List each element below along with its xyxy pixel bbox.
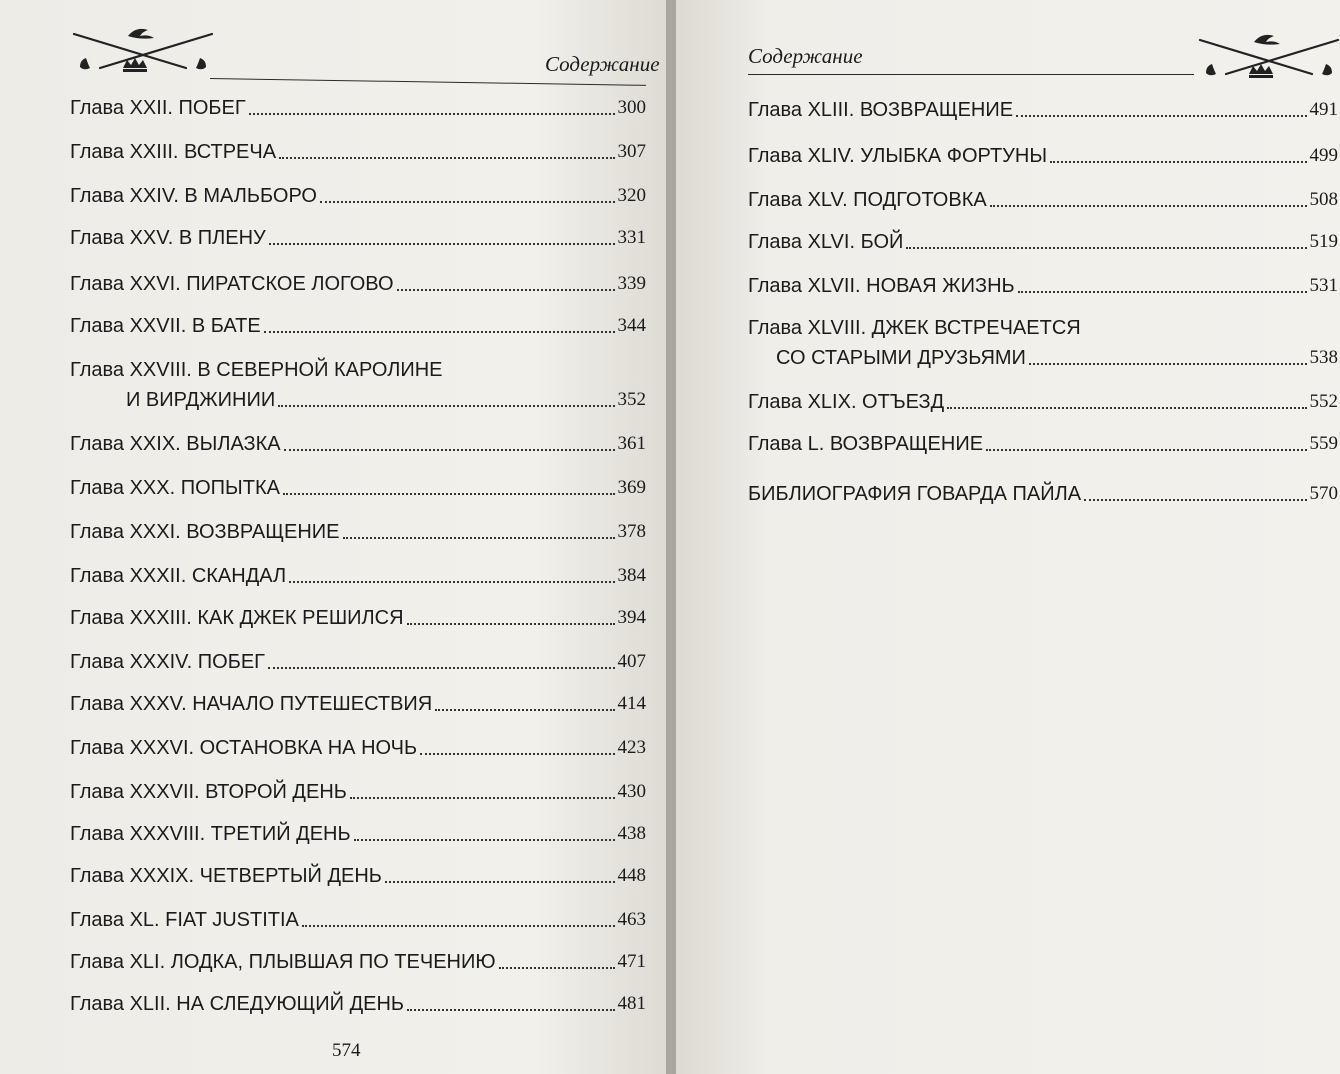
toc-entry-title: Глава XXVII. В БАТЕ xyxy=(70,315,261,337)
toc-leader-dots xyxy=(1029,363,1307,365)
toc-page-number: 438 xyxy=(617,823,646,844)
toc-page-number: 378 xyxy=(617,521,646,542)
toc-entry-title-continued: И ВИРДЖИНИИ xyxy=(126,389,276,411)
toc-entry-title: Глава XXXII. СКАНДАЛ xyxy=(70,565,287,587)
toc-entry-title: Глава XXV. В ПЛЕНУ xyxy=(70,227,266,249)
toc-entry xyxy=(126,388,646,412)
toc-entry xyxy=(70,864,646,888)
toc-entry-title: Глава XXXV. НАЧАЛО ПУТЕШЕСТВИЯ xyxy=(70,693,433,715)
toc-entry-title: Глава XXXI. ВОЗВРАЩЕНИЕ xyxy=(70,521,340,543)
toc-leader-dots xyxy=(385,881,615,883)
toc-leader-dots xyxy=(320,201,615,203)
toc-page-number: 531 xyxy=(1309,275,1338,296)
toc-leader-dots xyxy=(1050,161,1306,163)
toc-page-number: 361 xyxy=(617,433,646,454)
toc-entry xyxy=(776,346,1338,370)
toc-entry xyxy=(748,188,1338,212)
toc-page-number: 508 xyxy=(1309,189,1338,210)
toc-entry-title: Глава XXVI. ПИРАТСКОЕ ЛОГОВО xyxy=(70,273,394,295)
toc-page-number: 570 xyxy=(1309,483,1338,504)
toc-page-number: 369 xyxy=(617,477,646,498)
toc-entry xyxy=(70,184,646,208)
toc-entry xyxy=(748,390,1338,414)
toc-page-number: 481 xyxy=(617,993,646,1014)
toc-entry xyxy=(70,692,646,716)
toc-page-number: 352 xyxy=(617,389,646,410)
toc-entry xyxy=(70,950,646,974)
toc-leader-dots xyxy=(249,113,615,115)
toc-entry-title: Глава XLI. ЛОДКА, ПЛЫВШАЯ ПО ТЕЧЕНИЮ xyxy=(70,951,496,973)
toc-leader-dots xyxy=(1084,499,1306,501)
toc-entry xyxy=(748,482,1338,506)
toc-leader-dots xyxy=(986,449,1306,451)
toc-entry-title: Глава XLIX. ОТЪЕЗД xyxy=(748,391,945,413)
page-number: 574 xyxy=(332,1040,361,1061)
toc-leader-dots xyxy=(278,405,614,407)
toc-entry-title: Глава XXIII. ВСТРЕЧА xyxy=(70,141,277,163)
toc-entry xyxy=(70,314,646,338)
toc-page-number: 491 xyxy=(1309,99,1338,120)
toc-entry xyxy=(70,780,646,804)
toc-entry-title: Глава XXIV. В МАЛЬБОРО xyxy=(70,185,317,207)
toc-entry-title: Глава XLIII. ВОЗВРАЩЕНИЕ xyxy=(748,99,1014,121)
toc-leader-dots xyxy=(350,797,615,799)
toc-leader-dots xyxy=(269,243,615,245)
toc-page-number: 448 xyxy=(617,865,646,886)
toc-entry xyxy=(748,144,1338,168)
toc-page-number: 320 xyxy=(617,185,646,206)
toc-entry xyxy=(70,822,646,846)
toc-entry-title: Глава XLVII. НОВАЯ ЖИЗНЬ xyxy=(748,275,1015,297)
toc-entry-title: Глава XXX. ПОПЫТКА xyxy=(70,477,280,499)
table-of-contents-left xyxy=(70,0,646,1074)
toc-leader-dots xyxy=(499,967,615,969)
page-header: Содержание xyxy=(545,52,660,76)
toc-entry-title: Глава XXXVII. ВТОРОЙ ДЕНЬ xyxy=(70,781,347,803)
toc-entry-title: Глава XXXIV. ПОБЕГ xyxy=(70,651,265,673)
toc-entry xyxy=(70,520,646,544)
page-header: Содержание xyxy=(748,44,863,68)
toc-page-number: 344 xyxy=(617,315,646,336)
toc-leader-dots xyxy=(302,925,615,927)
toc-page-number: 499 xyxy=(1309,145,1338,166)
toc-page-number: 559 xyxy=(1309,433,1338,454)
toc-entry xyxy=(70,432,646,456)
toc-leader-dots xyxy=(435,709,614,711)
book-gutter xyxy=(666,0,676,1074)
toc-entry-title: Глава XLVI. БОЙ xyxy=(748,231,904,253)
toc-entry-title: Глава XXXIII. КАК ДЖЕК РЕШИЛСЯ xyxy=(70,607,404,629)
toc-entry xyxy=(70,992,646,1016)
toc-leader-dots xyxy=(279,157,614,159)
toc-leader-dots xyxy=(283,493,615,495)
toc-leader-dots xyxy=(420,753,614,755)
toc-entry-title: Глава XXVIII. В СЕВЕРНОЙ КАРОЛИНЕ xyxy=(70,359,443,381)
toc-entry xyxy=(748,432,1338,456)
toc-entry xyxy=(70,476,646,500)
toc-page-number: 471 xyxy=(617,951,646,972)
toc-leader-dots xyxy=(397,289,615,291)
toc-page-number: 394 xyxy=(617,607,646,628)
toc-leader-dots xyxy=(407,623,615,625)
toc-entry xyxy=(70,650,646,674)
toc-page-number: 414 xyxy=(617,693,646,714)
toc-leader-dots xyxy=(1016,115,1306,117)
toc-entry xyxy=(748,98,1338,122)
toc-leader-dots xyxy=(906,247,1306,249)
toc-leader-dots xyxy=(947,407,1306,409)
toc-page-number: 339 xyxy=(617,273,646,294)
table-of-contents-right xyxy=(748,0,1338,1074)
toc-page-number: 307 xyxy=(617,141,646,162)
toc-entry-title: Глава XLII. НА СЛЕДУЮЩИЙ ДЕНЬ xyxy=(70,993,405,1015)
toc-entry-title-continued: СО СТАРЫМИ ДРУЗЬЯМИ xyxy=(776,347,1026,369)
toc-entry-title: Глава XLVIII. ДЖЕК ВСТРЕЧАЕТСЯ xyxy=(748,317,1081,339)
toc-entry-title: Глава XXXVI. ОСТАНОВКА НА НОЧЬ xyxy=(70,737,418,759)
toc-entry xyxy=(70,226,646,250)
toc-entry xyxy=(70,606,646,630)
toc-page-number: 384 xyxy=(617,565,646,586)
toc-entry xyxy=(70,272,646,296)
right-page xyxy=(676,0,1340,1074)
toc-page-number: 331 xyxy=(617,227,646,248)
toc-page-number: 407 xyxy=(617,651,646,672)
toc-entry-title: Глава L. ВОЗВРАЩЕНИЕ xyxy=(748,433,984,455)
toc-page-number: 552 xyxy=(1309,391,1338,412)
toc-page-number: 423 xyxy=(617,737,646,758)
toc-leader-dots xyxy=(1018,291,1307,293)
toc-entry-title: Глава XXXVIII. ТРЕТИЙ ДЕНЬ xyxy=(70,823,351,845)
toc-entry-title: Глава XLV. ПОДГОТОВКА xyxy=(748,189,987,211)
toc-entry xyxy=(748,230,1338,254)
toc-entry-title: Глава XXII. ПОБЕГ xyxy=(70,97,246,119)
toc-leader-dots xyxy=(268,667,615,669)
toc-page-number: 463 xyxy=(617,909,646,930)
toc-leader-dots xyxy=(264,331,615,333)
toc-leader-dots xyxy=(354,839,615,841)
toc-entry xyxy=(748,274,1338,298)
toc-entry xyxy=(70,908,646,932)
toc-page-number: 430 xyxy=(617,781,646,802)
toc-entry-title: Глава XXIX. ВЫЛАЗКА xyxy=(70,433,281,455)
toc-entry-title: Глава XXXIX. ЧЕТВЕРТЫЙ ДЕНЬ xyxy=(70,865,382,887)
toc-entry xyxy=(70,564,646,588)
toc-leader-dots xyxy=(990,205,1307,207)
toc-page-number: 538 xyxy=(1309,347,1338,368)
toc-entry xyxy=(70,140,646,164)
toc-page-number: 300 xyxy=(617,97,646,118)
toc-entry xyxy=(70,96,646,120)
toc-entry-title: Глава XL. FIAT JUSTITIA xyxy=(70,909,299,931)
left-page xyxy=(0,0,666,1074)
toc-entry-title: Глава XLIV. УЛЫБКА ФОРТУНЫ xyxy=(748,145,1048,167)
toc-page-number: 519 xyxy=(1309,231,1338,252)
toc-leader-dots xyxy=(289,581,614,583)
toc-leader-dots xyxy=(284,449,615,451)
toc-leader-dots xyxy=(407,1009,614,1011)
toc-entry-title: БИБЛИОГРАФИЯ ГОВАРДА ПАЙЛА xyxy=(748,483,1082,505)
toc-leader-dots xyxy=(343,537,615,539)
toc-entry xyxy=(70,736,646,760)
